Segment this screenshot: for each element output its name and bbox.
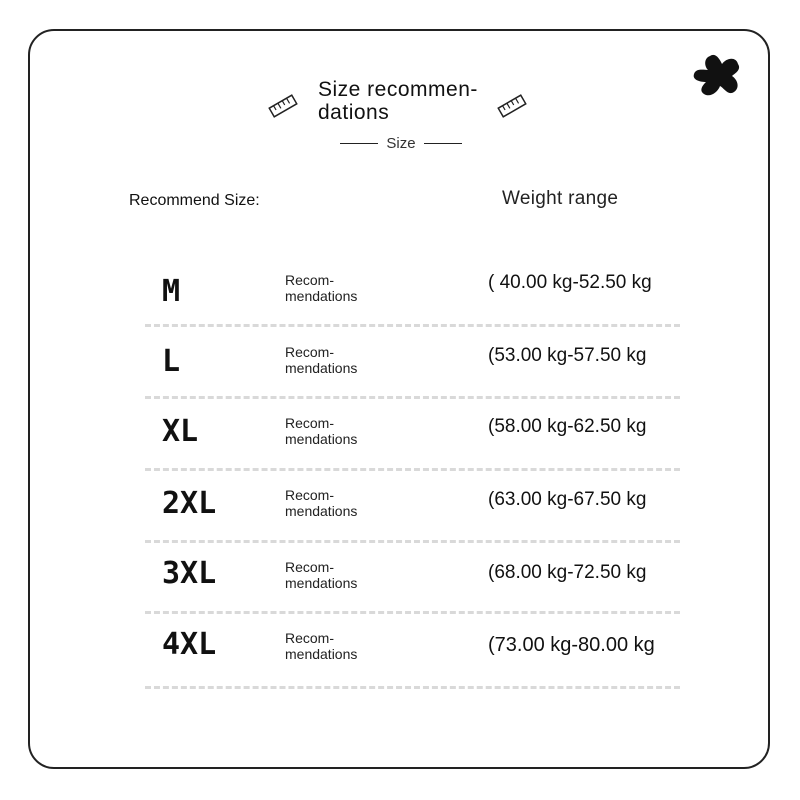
recommend-size-header: Recommend Size: [129,192,260,209]
size-code: 2XL [162,486,217,521]
table-row [0,472,800,542]
recommendation-note: Recom-mendations [285,415,358,447]
size-code: XL [162,414,199,449]
size-code: L [162,344,181,379]
row-divider [145,540,680,543]
table-row [0,400,800,470]
recommendation-note: Recom-mendations [285,344,358,376]
table-row [0,615,800,685]
subtitle-divider [424,143,462,144]
size-code: 4XL [162,627,217,662]
splat-icon [690,52,746,100]
table-row [0,258,800,328]
size-code: 3XL [162,556,217,591]
subtitle: Size [386,134,416,152]
row-divider [145,396,680,399]
row-divider [145,324,680,327]
table-row [0,330,800,400]
recommendation-note: Recom-mendations [285,272,358,304]
weight-range: (73.00 kg-80.00 kg [488,634,655,656]
subtitle-row [340,133,462,153]
row-divider [145,468,680,471]
recommendation-note: Recom-mendations [285,630,358,662]
row-divider [145,611,680,614]
table-row [0,544,800,614]
row-divider [145,686,680,689]
recommendation-note: Recom-mendations [285,559,358,591]
weight-range: (53.00 kg-57.50 kg [488,345,647,366]
weight-range: ( 40.00 kg-52.50 kg [488,272,652,293]
subtitle-divider [340,143,378,144]
weight-range-header: Weight range [502,188,619,209]
weight-range: (58.00 kg-62.50 kg [488,416,647,437]
recommendation-note: Recom-mendations [285,487,358,519]
size-code: M [162,274,181,309]
page-title: Size recommen-dations [318,78,478,124]
weight-range: (63.00 kg-67.50 kg [488,489,647,510]
weight-range: (68.00 kg-72.50 kg [488,562,647,583]
